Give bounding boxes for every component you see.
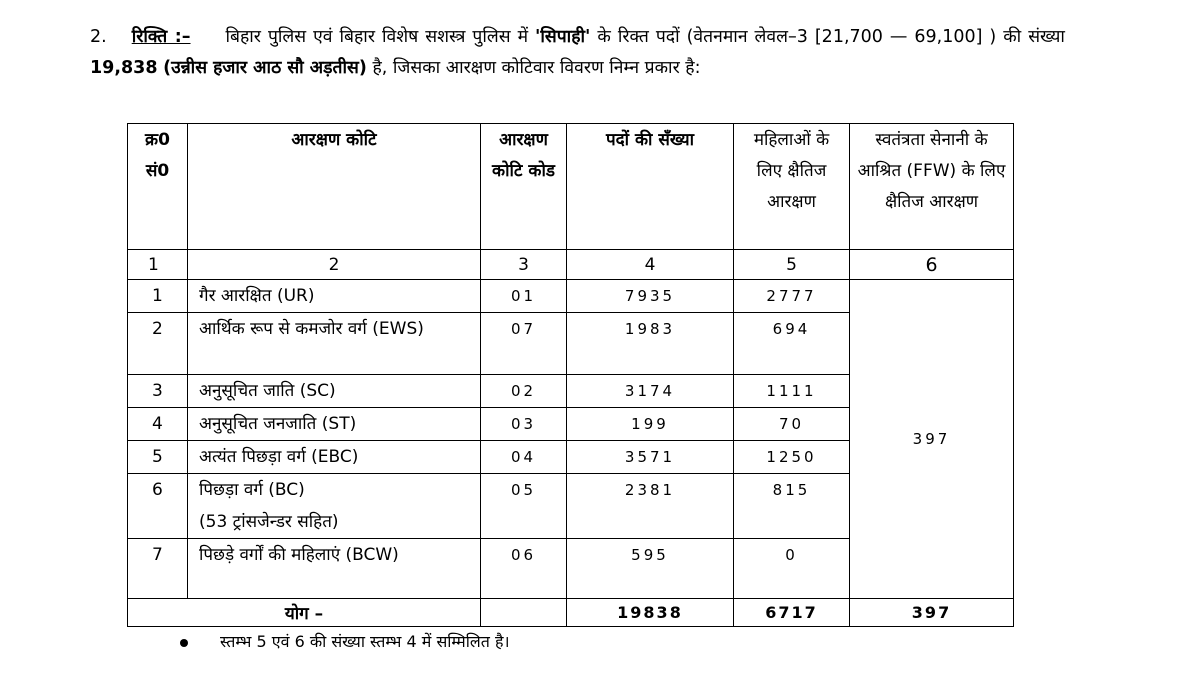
vacancy-count-words: (उन्नीस हजार आठ सौ अड़तीस)	[163, 58, 367, 78]
row-serial: 4	[128, 408, 188, 441]
row-posts: 595	[567, 539, 734, 599]
row-women: 694	[734, 313, 850, 375]
post-name: 'सिपाही'	[535, 27, 591, 47]
section-heading: रिक्ति :–	[131, 27, 191, 47]
total-ffw: 397	[850, 599, 1014, 627]
row-serial: 2	[128, 313, 188, 375]
header-category: आरक्षण कोटि	[188, 124, 481, 250]
row-posts: 3174	[567, 375, 734, 408]
row-category: अनुसूचित जाति (SC)	[188, 375, 481, 408]
footnote	[180, 630, 510, 652]
row-serial: 7	[128, 539, 188, 599]
vacancy-count: 19,838	[90, 58, 158, 78]
header-women: महिलाओं के लिए क्षैतिज आरक्षण	[734, 124, 850, 250]
reservation-table	[127, 123, 1014, 627]
row-posts: 199	[567, 408, 734, 441]
row-code: 02	[481, 375, 567, 408]
row-posts: 7935	[567, 280, 734, 313]
row-category: पिछड़ा वर्ग (BC)	[199, 480, 305, 500]
row-women: 1250	[734, 441, 850, 474]
row-serial: 5	[128, 441, 188, 474]
intro-text-2: के रिक्त पदों (वेतनमान लेवल–3 [21,700 — 69,100] ) की संख्या	[597, 27, 1065, 47]
total-women: 6717	[734, 599, 850, 627]
total-posts: 19838	[567, 599, 734, 627]
intro-text-1: बिहार पुलिस एवं बिहार विशेष सशस्त्र पुलिस में	[225, 27, 529, 47]
row-women: 2777	[734, 280, 850, 313]
row-women: 1111	[734, 375, 850, 408]
header-code: आरक्षण कोटि कोड	[481, 124, 567, 250]
colnum-2: 2	[188, 250, 481, 280]
column-number-row	[128, 250, 1014, 280]
row-code: 04	[481, 441, 567, 474]
row-category: आर्थिक रूप से कमजोर वर्ग (EWS)	[188, 313, 481, 375]
colnum-6: 6	[850, 250, 1014, 280]
header-ffw: स्वतंत्रता सेनानी के आश्रित (FFW) के लिए क्षैतिज आरक्षण	[850, 124, 1014, 250]
intro-text-3: है, जिसका आरक्षण कोटिवार विवरण निम्न प्रकार है:	[372, 58, 701, 78]
row-category: गैर आरक्षित (UR)	[188, 280, 481, 313]
row-category: अनुसूचित जनजाति (ST)	[188, 408, 481, 441]
intro-paragraph	[90, 22, 1065, 84]
section-number: 2.	[90, 27, 107, 47]
row-posts: 3571	[567, 441, 734, 474]
row-women: 815	[734, 474, 850, 539]
row-category-cell	[188, 474, 481, 539]
total-code-empty	[481, 599, 567, 627]
row-code: 01	[481, 280, 567, 313]
colnum-4: 4	[567, 250, 734, 280]
colnum-3: 3	[481, 250, 567, 280]
row-serial: 1	[128, 280, 188, 313]
row-code: 07	[481, 313, 567, 375]
row-code: 05	[481, 474, 567, 539]
header-serial: क्र0 सं0	[128, 124, 188, 250]
row-women: 70	[734, 408, 850, 441]
row-category: पिछड़े वर्गों की महिलाएं (BCW)	[188, 539, 481, 599]
row-women: 0	[734, 539, 850, 599]
footnote-text: स्तम्भ 5 एवं 6 की संख्या स्तम्भ 4 में सम्मिलित है।	[220, 632, 510, 651]
row-code: 06	[481, 539, 567, 599]
total-label: योग –	[128, 599, 481, 627]
colnum-5: 5	[734, 250, 850, 280]
bullet-icon	[180, 639, 188, 647]
row-code: 03	[481, 408, 567, 441]
header-posts: पदों की सँख्या	[567, 124, 734, 250]
ffw-merged-cell: 397	[850, 280, 1014, 599]
colnum-1: 1	[128, 250, 188, 280]
row-category-note: (53 ट्रांसजेन्डर सहित)	[199, 512, 339, 532]
row-posts: 1983	[567, 313, 734, 375]
table-row	[128, 280, 1014, 313]
row-serial: 3	[128, 375, 188, 408]
row-posts: 2381	[567, 474, 734, 539]
row-serial: 6	[128, 474, 188, 539]
row-category: अत्यंत पिछड़ा वर्ग (EBC)	[188, 441, 481, 474]
header-row	[128, 124, 1014, 250]
total-row	[128, 599, 1014, 627]
